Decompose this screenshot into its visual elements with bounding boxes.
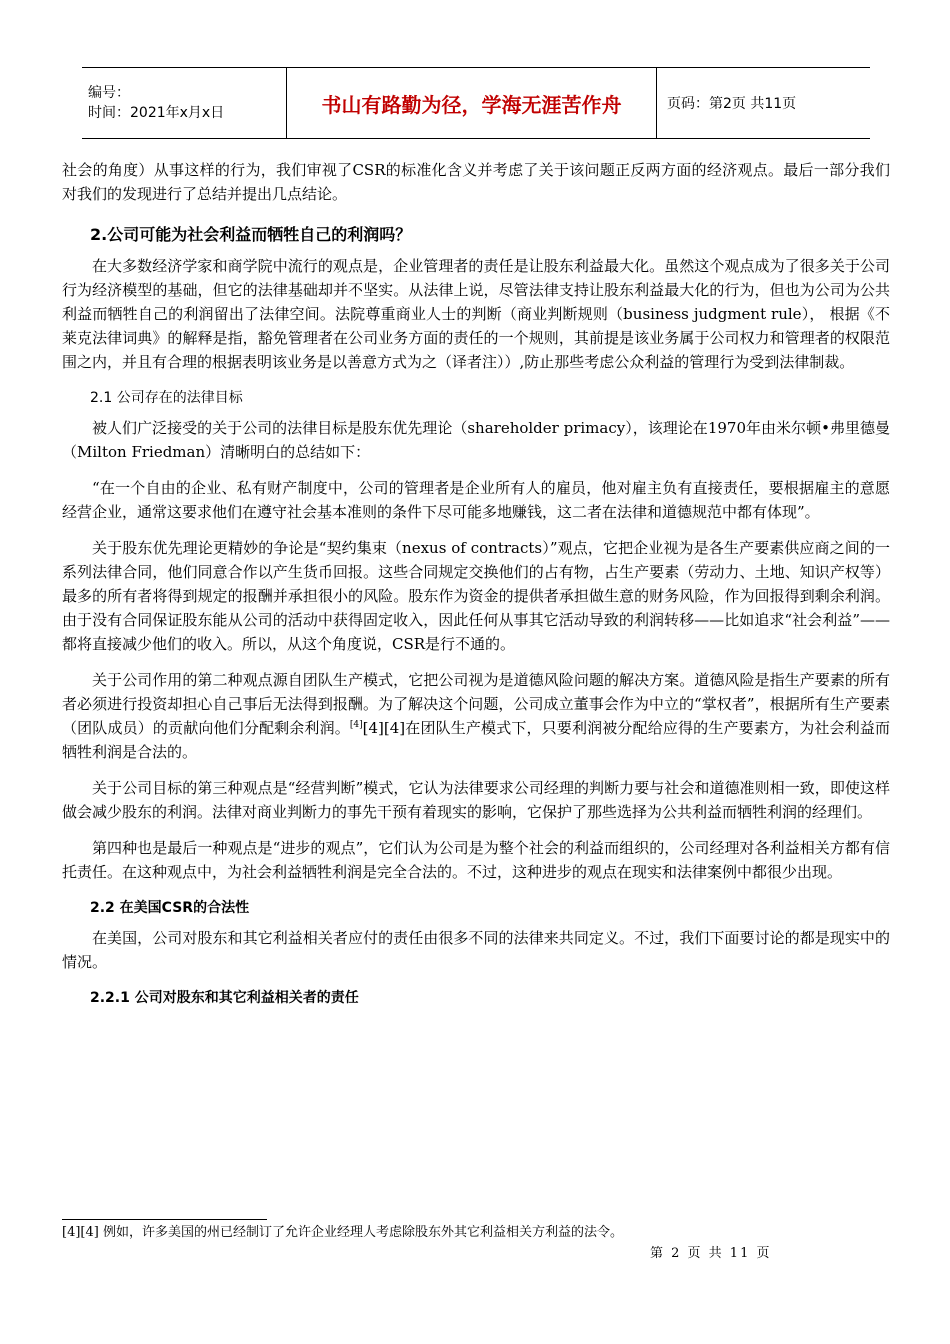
document-number-label: 编号：	[88, 85, 130, 101]
header-page-number: 页码：第2页 共11页	[667, 96, 797, 112]
section-2-1-paragraph-3	[62, 668, 890, 764]
page-footer: 第 2 页 共 11 页	[650, 1246, 772, 1261]
friedman-quote: “在一个自由的企业、私有财产制度中，公司的管理者是企业所有人的雇员，他对雇主负有直接责任，要根据雇主的意愿经营企业，通常这要求他们在遵守社会基本准则的条件下尽可能多地赚钱，这二者在法律和道德规范中都有体现”。	[62, 479, 890, 521]
section-2-1-paragraph-4: 关于公司目标的第三种观点是“经营判断”模式，它认为法律要求公司经理的判断力要与社会和道德准则相一致，即使这样做会减少股东的利润。法律对商业判断力的事先干预有着现实的影响，它保护了那些选择为公共利益而牺牲利润的经理们。	[62, 779, 890, 821]
header-motto: 书山有路勤为径，学海无涯苦作舟	[286, 68, 657, 138]
document-body	[62, 158, 890, 1014]
paragraph-3-text-a: 关于公司作用的第二种观点源自团队生产模式，它把公司视为是道德风险问题的解决方案。道德风险是指生产要素的所有者必须进行投资却担心自己事后无法得到报酬。为了解决这个问题，公司成立董事会作为中立的“掌权者”，根据所有生产要素（团队成员）的贡献向他们分配剩余利润。	[62, 671, 890, 737]
footnote-text: [4][4] 例如，许多美国的州已经制订了允许企业经理人考虑除股东外其它利益相关方利益的法令。	[62, 1225, 623, 1240]
section-2-1-heading: 2.1 公司存在的法律目标	[90, 390, 243, 406]
document-date: 时间：2021年x月x日	[88, 105, 225, 121]
footnote-reference[interactable]: [4]	[349, 720, 363, 730]
header-meta	[82, 68, 286, 138]
intro-paragraph: 社会的角度）从事这样的行为，我们审视了CSR的标准化含义并考虑了关于该问题正反两方面的经济观点。最后一部分我们对我们的发现进行了总结并提出几点结论。	[62, 161, 890, 203]
section-2-paragraph: 在大多数经济学家和商学院中流行的观点是，企业管理者的责任是让股东利益最大化。虽然这个观点成为了很多关于公司行为经济模型的基础，但它的法律基础却并不坚实。从法律上说，尽管法律支持让股东利益最大化的行为，但也为公司为公共利益而牺牲自己的利润留出了法律空间。法院尊重商业人士的判断（商业判断规则（business judgment rule）， 根据《不莱克法律词典》的解释是指，豁免管理者在公司业务方面的责任的一个规则，其前提是该业务属于公司权力和管理者的权限范围之内，并且有合理的根据表明该业务是以善意方式为之（译者注））,防止那些考虑公众利益的管理行为受到法律制裁。	[62, 257, 890, 371]
section-2-2-1-heading: 2.2.1 公司对股东和其它利益相关者的责任	[90, 990, 359, 1006]
section-2-1-paragraph-2: 关于股东优先理论更精妙的争论是“契约集束（nexus of contracts）”观点，它把企业视为是各生产要素供应商之间的一系列法律合同，他们同意合作以产生货币回报。这些合同规定交换他们的占有物，占生产要素（劳动力、土地、知识产权等）最多的所有者将得到规定的报酬并承担很小的风险。股东作为资金的提供者承担做生意的财务风险，作为回报得到剩余利润。由于没有合同保证股东能从公司的活动中获得固定收入，因此任何从事其它活动导致的利润转移——比如追求“社会利益”——都将直接减少他们的收入。所以，从这个角度说，CSR是行不通的。	[62, 539, 890, 653]
section-2-1-paragraph-1: 被人们广泛接受的关于公司的法律目标是股东优先理论（shareholder primacy），该理论在1970年由米尔顿•弗里德曼（Milton Friedman）清晰明白的总结如下：	[62, 419, 890, 461]
section-2-heading: 2.公司可能为社会利益而牺牲自己的利润吗？	[90, 225, 412, 244]
section-2-2-heading: 2.2 在美国CSR的合法性	[90, 900, 250, 916]
paragraph-3-text-b: [4][4]在团队生产模式下，只要利润被分配给应得的生产要素方，为社会利益而牺牲利润是合法的。	[62, 719, 890, 761]
footnote-divider	[62, 1219, 267, 1220]
section-2-2-paragraph: 在美国，公司对股东和其它利益相关者应付的责任由很多不同的法律来共同定义。不过，我们下面要讨论的都是现实中的情况。	[62, 929, 890, 971]
page-header	[82, 67, 870, 139]
section-2-1-paragraph-5: 第四种也是最后一种观点是“进步的观点”，它们认为公司是为整个社会的利益而组织的，公司经理对各利益相关方都有信托责任。在这种观点中，为社会利益牺牲利润是完全合法的。不过，这种进步的观点在现实和法律案例中都很少出现。	[62, 839, 890, 881]
